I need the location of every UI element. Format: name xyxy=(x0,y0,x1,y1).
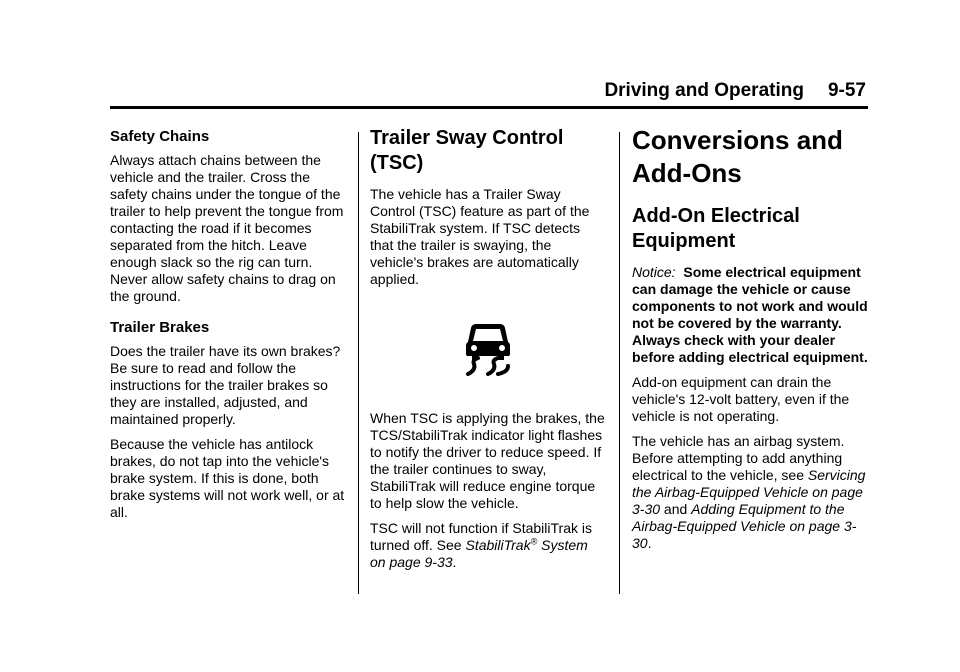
airbag-and: and xyxy=(660,501,692,517)
airbag-end: . xyxy=(647,535,652,551)
tsc3-end: . xyxy=(452,554,457,570)
link-adding-equipment[interactable]: Adding Equipment to the Airbag-Equipped Vehicle on page 3-30 xyxy=(632,501,857,551)
heading-conversions-addons: Conversions and Add-Ons xyxy=(632,125,843,188)
link-stabilitrak-page: System on page 9-33 xyxy=(370,537,588,570)
column-2 xyxy=(370,120,606,579)
header-rule xyxy=(110,106,868,109)
paragraph-airbag xyxy=(632,433,868,552)
icon-container xyxy=(370,296,606,400)
airbag-pre: The vehicle has an airbag system. Before attempting to add anything electrical to the vehicle, see xyxy=(632,433,845,483)
link-servicing-airbag[interactable]: Servicing the Airbag-Equipped Vehicle on page 3-30 xyxy=(632,467,866,517)
page-number: 9-57 xyxy=(827,80,866,101)
heading-trailer-sway-control: Trailer Sway Control (TSC) xyxy=(370,127,564,174)
notice-label: Notice: xyxy=(632,264,676,280)
tsc3-pre: TSC will not function if StabiliTrak is turned off. See xyxy=(370,520,592,553)
page-header xyxy=(110,80,868,104)
registered-mark: ® xyxy=(530,536,538,547)
heading-addon-electrical: Add-On Electrical Equipment xyxy=(632,205,800,252)
paragraph-battery-drain: Add-on equipment can drain the vehicle's 12-volt battery, even if the vehicle is not operating. xyxy=(632,374,850,424)
paragraph-tsc-1: The vehicle has a Trailer Sway Control (TSC) feature as part of the StabiliTrak system. If TSC detects that the trailer is swaying, the vehicle's brakes are automatically applied. xyxy=(370,186,590,287)
column-1 xyxy=(110,120,346,529)
link-stabilitrak-text: StabiliTrak xyxy=(465,537,531,553)
paragraph-trailer-brakes-1: Does the trailer have its own brakes? Be sure to read and follow the instructions for the trailer brakes so they are installed, adjusted, and maintained properly. xyxy=(110,343,341,427)
paragraph-trailer-brakes-2: Because the vehicle has antilock brakes, do not tap into the vehicle's brake system. If this is done, both brake systems will not work well, or at all. xyxy=(110,436,345,520)
header-text xyxy=(604,80,866,102)
paragraph-notice xyxy=(632,264,868,366)
section-title: Driving and Operating xyxy=(604,80,804,101)
paragraph-safety-chains: Always attach chains between the vehicle and the trailer. Cross the safety chains under the tongue of the trailer to help prevent the tongue from contacting the road if it becomes separated from the hitch. Leave enough slack so the rig can turn. Never allow safety chains to drag on the ground. xyxy=(110,152,344,304)
column-3 xyxy=(632,120,868,560)
heading-trailer-brakes: Trailer Brakes xyxy=(110,319,210,336)
heading-safety-chains: Safety Chains xyxy=(110,128,210,145)
column-divider-2 xyxy=(619,132,620,594)
paragraph-tsc-2: When TSC is applying the brakes, the TCS/StabiliTrak indicator light flashes to notify the driver to reduce speed. If the trailer continues to sway, StabiliTrak will reduce engine torque to help slow the vehicle. xyxy=(370,410,605,511)
column-divider-1 xyxy=(358,132,359,594)
notice-text: Some electrical equipment can damage the vehicle or cause components to not work and would not be covered by the warranty. Always check with your dealer before adding electrical equipment. xyxy=(632,264,868,365)
paragraph-tsc-3 xyxy=(370,520,606,571)
stabilitrak-skid-car-icon xyxy=(464,320,512,376)
